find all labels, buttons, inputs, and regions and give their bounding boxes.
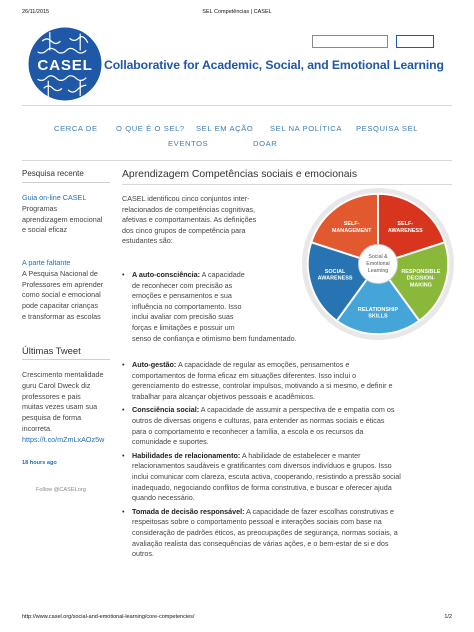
nav-divider xyxy=(22,160,452,161)
wheel-label-line: MAKING xyxy=(409,282,432,289)
post-2-line: pode capacitar crianças xyxy=(22,301,98,311)
wheel-center-line: Emotional xyxy=(366,260,390,267)
competency-line: comportamentos de forma eficaz em situações diferentes. Isso inclui o xyxy=(132,370,357,380)
sel-competencies-wheel xyxy=(300,186,456,342)
wheel-label-line: MANAGEMENT xyxy=(331,227,372,234)
nav-item-donate[interactable]: DOAR xyxy=(253,139,278,148)
wheel-label-line: RESPONSIBLE xyxy=(401,268,441,275)
page-title: Aprendizagem Competências sociais e emocionais xyxy=(122,169,358,180)
sidebar-post-2 xyxy=(22,258,114,323)
competency-term: A auto-consciência: xyxy=(132,270,201,279)
intro-line: afetivas e comportamentais. As definições xyxy=(122,215,257,225)
casel-logo[interactable] xyxy=(27,26,103,102)
tweet-line: pesquisa de forma xyxy=(22,413,82,423)
print-title: SEL Competências | CASEL xyxy=(202,9,272,15)
nav-item-events[interactable]: EVENTOS xyxy=(168,139,209,148)
tweet-line: Crescimento mentalidade xyxy=(22,370,104,379)
wheel-label-line: RELATIONSHIP xyxy=(357,306,399,313)
post-1-link[interactable]: Guia on-line CASEL xyxy=(22,193,87,202)
competency-line: de reconhecer com precisão as xyxy=(132,280,233,290)
competency-term: Auto-gestão: xyxy=(132,360,177,369)
intro-line: dos cinco grupos de competência para xyxy=(122,225,246,235)
competency-line: para o comportamento e reconhecer a família, a escola e os recursos da xyxy=(132,426,364,436)
competency-line: A capacidade de fazer escolhas construtivas e xyxy=(246,506,394,516)
wheel-label-line: AWARENESS xyxy=(387,227,423,234)
competency-term: Consciência social: xyxy=(132,405,200,415)
competency-line: gerenciamento do estresse, controlar impulsos, motivando a si mesmo, e definir e xyxy=(132,381,393,391)
post-1-line: e social eficaz xyxy=(22,225,68,235)
title-divider xyxy=(122,184,452,185)
competency-item xyxy=(122,360,454,402)
competency-line: trabalhar para alcançar objetivos pessoais e acadêmicos. xyxy=(132,391,315,401)
competency-line: senso de confiança e otimismo bem fundamentado. xyxy=(132,333,297,343)
competency-line: A capacidade xyxy=(201,270,245,279)
post-2-link[interactable]: A parte faltante xyxy=(22,258,71,267)
intro-line: CASEL identificou cinco conjuntos inter- xyxy=(122,194,250,203)
competency-item xyxy=(122,451,454,504)
competency-term: Tomada de decisão responsável: xyxy=(132,506,245,516)
wheel-label-line: SKILLS xyxy=(368,313,388,320)
post-2-line: e transformar as escolas xyxy=(22,311,101,321)
tweet-line: muitas vezes usam sua xyxy=(22,402,98,412)
logo-text: CASEL xyxy=(37,57,93,75)
competency-item xyxy=(122,405,454,447)
nav-item-sel-research[interactable]: PESQUISA SEL xyxy=(356,124,419,133)
print-date: 26/11/2015 xyxy=(22,9,50,15)
sidebar-divider xyxy=(22,182,110,183)
intro-line: relacionados de competências cognitivas, xyxy=(122,204,256,214)
competency-line: respeitosas sobre o comportamento pessoal e interações sociais com base na xyxy=(132,517,382,527)
sidebar-divider xyxy=(22,359,110,360)
competency-item xyxy=(122,270,297,344)
wheel-label-line: SOCIAL xyxy=(324,268,346,275)
intro-line: estudantes são: xyxy=(122,236,173,246)
competency-line: inadequado, negociando conflitos de forma construtiva, e buscar e oferecer ajuda xyxy=(132,482,392,492)
tweet-line: guru Carol Dweck diz xyxy=(22,380,91,390)
competency-line: comunidade e suportes. xyxy=(132,437,209,447)
sidebar-recent-title: Pesquisa recente xyxy=(22,169,84,178)
header-divider xyxy=(22,105,452,106)
nav-item-what-is-sel[interactable]: O QUE É O SEL? xyxy=(116,124,185,133)
tweet xyxy=(22,370,118,446)
competency-line: A capacidade de assumir a perspectiva de e empatia com os xyxy=(200,405,395,415)
competency-line: avaliação realista das consequências de várias ações, e o bem-estar de si e dos xyxy=(132,538,389,548)
post-2-line: A Pesquisa Nacional de xyxy=(22,268,98,278)
print-header xyxy=(22,9,452,19)
follow-link[interactable]: Follow @CASELorg xyxy=(36,487,86,493)
competency-list xyxy=(122,360,454,560)
sidebar-tweets-title: Últimas Tweet xyxy=(22,345,81,356)
competency-item xyxy=(122,507,454,560)
competency-line: outros. xyxy=(132,549,154,559)
nav-item-sel-policy[interactable]: SEL NA POLÍTICA xyxy=(270,124,343,133)
post-1-line: Programas xyxy=(22,203,58,213)
post-1-line: aprendizagem emocional xyxy=(22,214,103,224)
competency-line: inclui avaliar com precisão suas xyxy=(132,312,234,322)
print-url: http://www.casel.org/social-and-emotional-learning/core-competencies/ xyxy=(22,614,195,620)
competency-line: emoções e pensamentos e sua xyxy=(132,291,232,301)
competency-line: inclui comunicar com clareza, escuta activa, cooperando, resistindo a pressão social xyxy=(132,471,401,481)
competency-list-top xyxy=(122,270,297,344)
wheel-label-line: SELF- xyxy=(397,221,414,227)
tweet-time[interactable]: 18 hours ago xyxy=(22,460,57,466)
competency-line: forças e limitações e possuir um xyxy=(132,322,235,332)
competency-line: relacionamentos saudáveis e gratificantes com diversos indivíduos e grupos. Isso xyxy=(132,461,392,471)
sidebar-post-1 xyxy=(22,193,114,236)
wheel-center-line: Learning xyxy=(367,267,389,274)
competency-line: consideração de padrões éticos, as preocupações de segurança, normas sociais, a xyxy=(132,527,398,537)
competency-line: influência no comportamento. Isso xyxy=(132,301,242,311)
site-tagline: Collaborative for Academic, Social, and Emotional Learning xyxy=(104,58,444,72)
nav-item-about[interactable]: CERCA DE xyxy=(54,124,98,133)
print-page-number: 1/2 xyxy=(444,614,452,620)
nav-item-sel-in-action[interactable]: SEL EM AÇÃO xyxy=(196,124,254,133)
wheel-label-line: DECISION- xyxy=(406,275,435,282)
wheel-label-line: AWARENESS xyxy=(317,275,353,282)
search-input[interactable] xyxy=(312,35,388,48)
tweet-line: professores e pais xyxy=(22,391,81,401)
wheel-label-line: SELF- xyxy=(343,221,360,227)
competency-line: outros de diversas origens e culturas, para entender as normas sociais e éticas xyxy=(132,415,385,425)
intro-paragraph xyxy=(122,194,280,247)
search-button[interactable] xyxy=(396,35,434,48)
tweet-link[interactable]: https://t.co/mZmLxAOz5w xyxy=(22,434,105,444)
tweet-line: incorreta. xyxy=(22,423,52,433)
competency-line: quando necessário. xyxy=(132,493,195,503)
competency-term: Habilidades de relacionamento: xyxy=(132,450,241,460)
post-2-line: Professores em aprender xyxy=(22,279,104,289)
wheel-center-line: Social & xyxy=(368,254,388,261)
competency-line: A habilidade de estabelecer e manter xyxy=(241,450,361,460)
competency-line: A capacidade de regular as emoções, pensamentos e xyxy=(177,360,350,369)
post-2-line: como social e emocional xyxy=(22,290,101,300)
